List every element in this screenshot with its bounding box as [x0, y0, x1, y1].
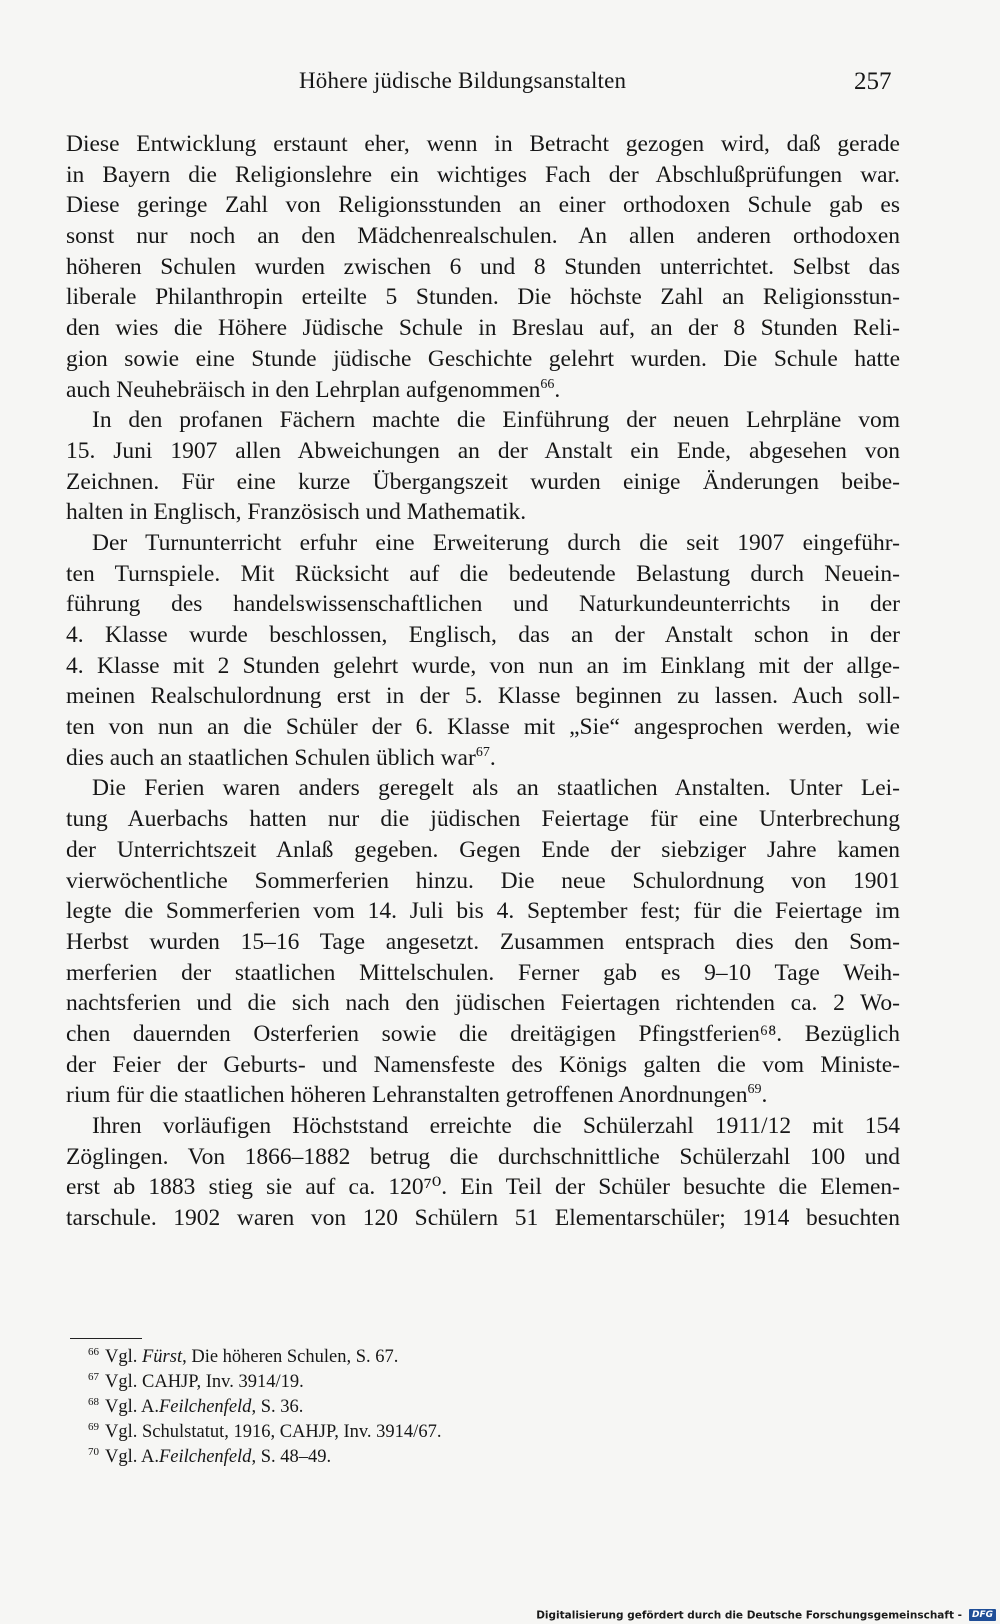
text-line-last [66, 1080, 900, 1111]
digitization-credit-text: Digitalisierung gefördert durch die Deutsche Forschungsgemeinschaft - [536, 1609, 962, 1622]
footnote-mark: 66 [88, 1346, 99, 1358]
text-line: vierwöchentliche Sommerferien hinzu. Die neue Schulordnung von 1901 [66, 867, 900, 894]
footnote-citation: , Die höheren Schulen, S. 67. [182, 1347, 399, 1367]
footnote-author: Feilchenfeld [158, 1397, 252, 1417]
footnote-text: Vgl. A. [105, 1447, 159, 1467]
text-line: ten Turnspiele. Mit Rücksicht auf die bedeutende Belastung durch Neuein- [66, 560, 900, 587]
footnote-text: Vgl. A. [105, 1397, 159, 1417]
text-line: den wies die Höhere Jüdische Schule in Breslau auf, an der 8 Stunden Reli- [66, 315, 900, 342]
footnote-reference: 69 [747, 1082, 762, 1098]
text-line: Diese Entwicklung erstaunt eher, wenn in Betracht gezogen wird, daß gerade [66, 131, 900, 157]
text-line: Herbst wurden 15–16 Tage angesetzt. Zusammen entsprach dies den Som- [66, 928, 900, 955]
punctuation: . [761, 1082, 768, 1109]
text-line-content: dies auch an staatlichen Schulen üblich war [66, 744, 476, 771]
text-line: merferien der staatlichen Mittelschulen. Ferner gab es 9–10 Tage Weih- [66, 959, 900, 986]
text-line: gion sowie eine Stunde jüdische Geschichte gelehrt wurden. Die Schule hatte [66, 345, 900, 372]
text-line: sonst nur noch an den Mädchenrealschulen. An allen anderen orthodoxen [66, 223, 900, 250]
footnote-reference: 66 [540, 376, 555, 392]
footnote-citation: , S. 48–49. [251, 1447, 332, 1467]
punctuation: . [554, 376, 561, 403]
text-line: Die Ferien waren anders geregelt als an staatlichen Anstalten. Unter Lei- [92, 775, 900, 802]
text-line-content: rium für die staatlichen höheren Lehranstalten getroffenen Anordnungen [66, 1082, 748, 1109]
text-line: Der Turnunterricht erfuhr eine Erweiterung durch die seit 1907 eingeführ- [92, 529, 900, 556]
text-line: Diese geringe Zahl von Religionsstunden an einer orthodoxen Schule gab es [66, 192, 900, 219]
footnote-separator [70, 1338, 142, 1339]
text-line: legte die Sommerferien vom 14. Juli bis 4. September fest; für die Feiertage im [66, 898, 900, 925]
footnote [88, 1395, 688, 1420]
text-line: Zöglingen. Von 1866–1882 betrug die durchschnittliche Schülerzahl 100 und [66, 1143, 900, 1170]
text-line: 4. Klasse mit 2 Stunden gelehrt wurde, von nun an im Einklang mit der allge- [66, 652, 900, 679]
text-line-content: auch Neuhebräisch in den Lehrplan aufgenommen [66, 376, 541, 403]
text-line: der Feier der Geburts- und Namensfeste des Königs galten die vom Ministe- [66, 1051, 900, 1078]
text-line: tarschule. 1902 waren von 120 Schülern 51 Elementarschüler; 1914 besuchten [66, 1205, 900, 1232]
footnote [88, 1345, 688, 1370]
footnote-reference: 67 [475, 744, 490, 760]
text-line: liberale Philanthropin erteilte 5 Stunden. Die höchste Zahl an Religionsstun- [66, 284, 900, 311]
text-line: In den profanen Fächern machte die Einführung der neuen Lehrpläne vom [92, 407, 900, 434]
footnote-mark: 69 [88, 1421, 99, 1433]
text-line-content: halten in Englisch, Französisch und Mathematik. [66, 499, 527, 526]
footnote-text: Vgl. Schulstatut, 1916, CAHJP, Inv. 3914/67. [105, 1422, 442, 1442]
body-text [66, 129, 900, 1234]
footnote-mark: 68 [88, 1396, 99, 1408]
footnote-text: Vgl. CAHJP, Inv. 3914/19. [105, 1372, 304, 1392]
footnote [88, 1420, 688, 1445]
text-line: nachtsferien und die sich nach den jüdischen Feiertagen richtenden ca. 2 Wo- [66, 990, 900, 1017]
footnote-author: Feilchenfeld [158, 1447, 252, 1467]
footnote-mark: 70 [88, 1446, 99, 1458]
text-line: Zeichnen. Für eine kurze Übergangszeit wurden einige Änderungen beibe- [66, 468, 900, 495]
footnote [88, 1445, 688, 1470]
punctuation: . [489, 744, 496, 771]
dfg-logo: DFG [969, 1609, 996, 1621]
text-line-last [66, 375, 900, 406]
footnote-citation: , S. 36. [251, 1397, 304, 1417]
footnote-text: Vgl. [105, 1347, 138, 1367]
text-line: meinen Realschulordnung erst in der 5. Klasse beginnen zu lassen. Auch soll- [66, 683, 900, 710]
footnote-author: Fürst [142, 1347, 183, 1367]
text-line: tung Auerbachs hatten nur die jüdischen Feiertage für eine Unterbrechung [66, 806, 900, 833]
digitization-credit [536, 1606, 996, 1622]
text-line-last [66, 743, 900, 774]
page-number: 257 [854, 68, 892, 95]
footnote [88, 1370, 688, 1395]
text-line: höheren Schulen wurden zwischen 6 und 8 Stunden unterrichtet. Selbst das [66, 253, 900, 280]
footnote-mark: 67 [88, 1371, 99, 1383]
text-line: 4. Klasse wurde beschlossen, Englisch, das an der Anstalt schon in der [66, 622, 900, 648]
running-title: Höhere jüdische Bildungsanstalten [299, 68, 627, 93]
footnotes [88, 1345, 688, 1470]
text-line-last [66, 497, 900, 528]
text-line: erst ab 1883 stieg sie auf ca. 120⁷⁰. Ein Teil der Schüler besuchte die Elemen- [66, 1174, 900, 1201]
text-line: führung des handelswissenschaftlichen und Naturkundeunterrichts in der [66, 591, 900, 618]
text-line: chen dauernden Osterferien sowie die dreitägigen Pfingstferien⁶⁸. Bezüglich [66, 1020, 900, 1047]
text-line: 15. Juni 1907 allen Abweichungen an der Anstalt ein Ende, abgesehen von [66, 437, 900, 464]
text-line: in Bayern die Religionslehre ein wichtiges Fach der Abschlußprüfungen war. [66, 161, 900, 188]
text-line: ten von nun an die Schüler der 6. Klasse mit „Sie“ angesprochen werden, wie [66, 714, 900, 741]
text-line: der Unterrichtszeit Anlaß gegeben. Gegen Ende der siebziger Jahre kamen [66, 836, 900, 863]
text-line: Ihren vorläufigen Höchststand erreichte die Schülerzahl 1911/12 mit 154 [92, 1113, 900, 1139]
running-header [0, 68, 1000, 108]
